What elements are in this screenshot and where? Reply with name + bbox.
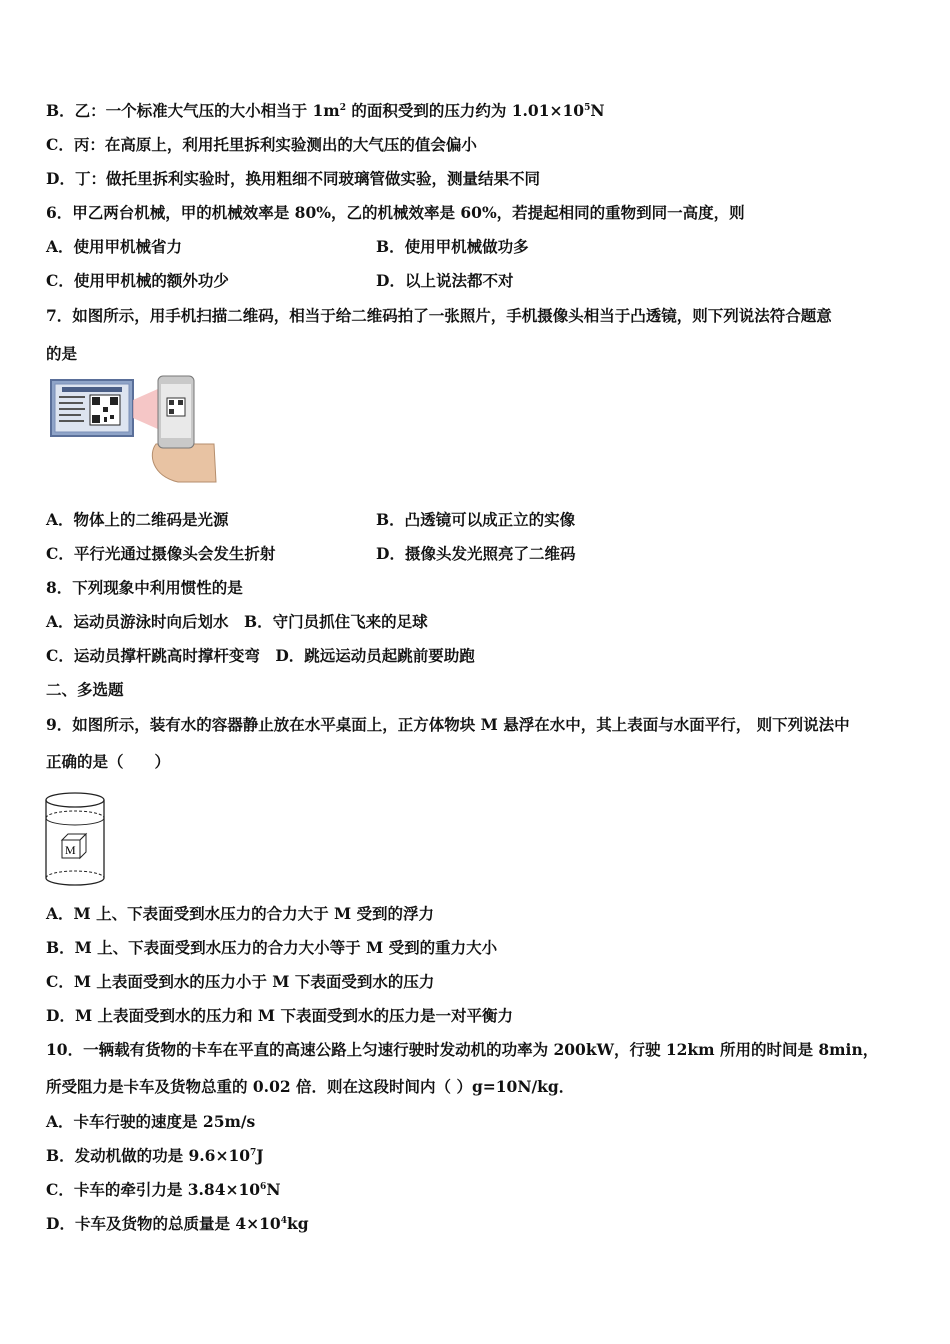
q7-stem-cont: 的是 [46,344,78,363]
q9-option-c: C．M 上表面受到水的压力小于 M 下表面受到水的压力 [46,972,435,991]
section-heading: 二、多选题 [46,680,124,699]
q6-option-a: A．使用甲机械省力 [46,237,183,256]
q5-option-c: C．丙：在高原上，利用托里拆利实验测出的大气压的值会偏小 [46,135,477,154]
q8-options-cd: C．运动员撑杆跳高时撑杆变弯 D．跳远运动员起跳前要助跑 [46,646,475,665]
q6-option-d: D．以上说法都不对 [376,271,514,290]
q7-option-a: A．物体上的二维码是光源 [46,510,229,529]
q10-option-d: D．卡车及货物的总质量是 $4\times 10^4kg$ [46,1214,309,1233]
q10-stem-cont: 所受阻力是卡车及货物总重的 0.02 倍．则在这段时间内（ ）g=10N/kg． [46,1077,575,1096]
q6-option-c: C．使用甲机械的额外功少 [46,271,229,290]
q8-options-ab: A．运动员游泳时向后划水 B．守门员抓住飞来的足球 [46,612,428,631]
q9-option-b: B．M 上、下表面受到水压力的合力大小等于 M 受到的重力大小 [46,938,498,957]
q7-option-b: B．凸透镜可以成正立的实像 [376,510,576,529]
q5-option-d: D．丁：做托里拆利实验时，换用粗细不同玻璃管做实验，测量结果不同 [46,169,540,188]
qr-code-icon [90,395,120,425]
q6-option-b: B．使用甲机械做功多 [376,237,529,256]
cube-m [62,834,86,858]
q9-option-d: D．M 上表面受到水的压力和 M 下表面受到水的压力是一对平衡力 [46,1006,513,1025]
q7-option-c: C．平行光通过摄像头会发生折射 [46,544,276,563]
q10-option-a: A．卡车行驶的速度是 25m/s [46,1112,256,1131]
hand [152,444,216,482]
cube-label: M [65,843,76,857]
q8-stem: 8．下列现象中利用惯性的是 [46,578,243,597]
q10-stem: 10．一辆载有货物的卡车在平直的高速公路上匀速行驶时发动机的功率为 200kW，行驶 12km 所用的时间是 8min， [46,1040,879,1059]
q6-stem: 6．甲乙两台机械，甲的机械效率是 80%，乙的机械效率是 60%，若提起相同的重物到同一高度，则 [46,203,745,222]
q9-stem: 9．如图所示，装有水的容器静止放在水平桌面上，正方体物块 M 悬浮在水中，其上表面与水面平行， 则下列说法中 [46,715,850,734]
qr-scan-figure [48,374,220,484]
q7-stem: 7．如图所示，用手机扫描二维码，相当于给二维码拍了一张照片，手机摄像头相当于凸透镜，则下列说法符合题意 [46,306,832,325]
q9-stem-cont: 正确的是（ ） [46,752,171,771]
q10-option-b: B．发动机做的功是 $9.6\times 10^7J$ [46,1146,264,1165]
container-figure [42,790,108,890]
q9-option-a: A．M 上、下表面受到水压力的合力大于 M 受到的浮力 [46,904,435,923]
q5-option-b: B．乙：一个标准大气压的大小相当于 $1m^2$ 的面积受到的压力约为 $1.01\times 10^5N$ [46,101,605,120]
q7-option-d: D．摄像头发光照亮了二维码 [376,544,576,563]
q10-option-c: C．卡车的牵引力是 $3.84\times 10^6N$ [46,1180,281,1199]
